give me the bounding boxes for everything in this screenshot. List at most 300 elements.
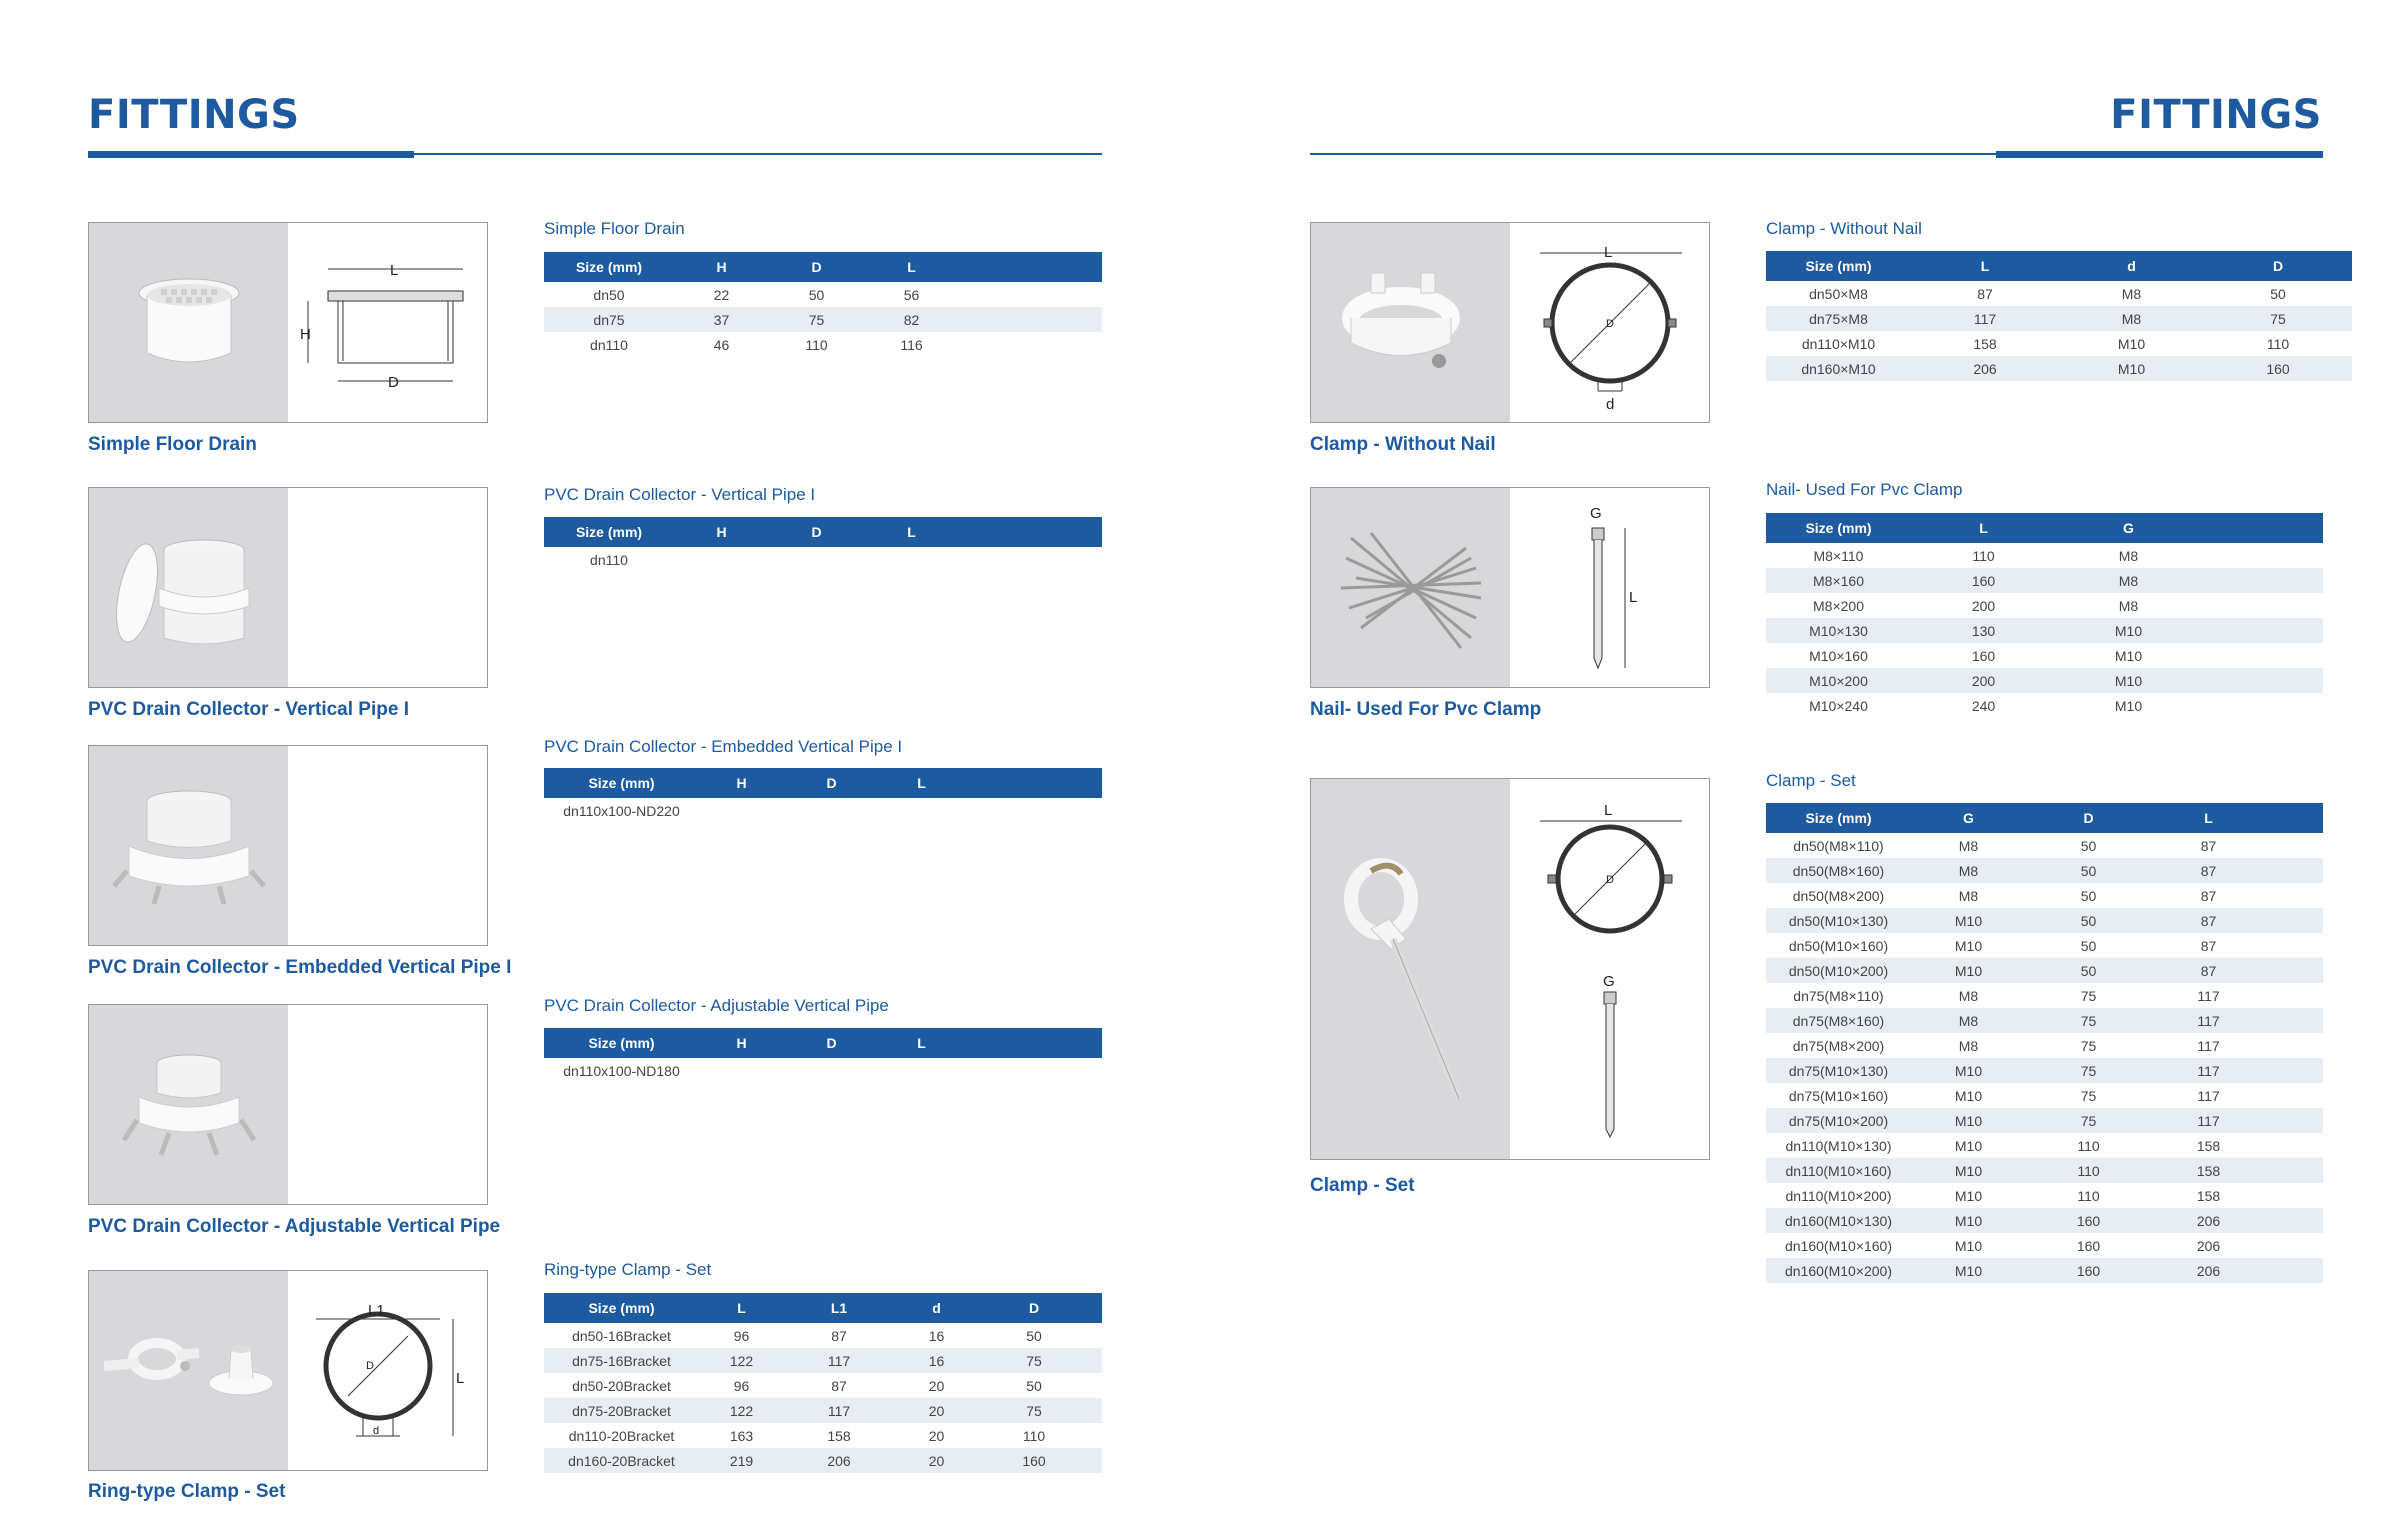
column-header-spacer <box>959 517 1102 547</box>
column-header-spacer <box>959 252 1102 282</box>
table-cell-spacer <box>2266 1233 2323 1258</box>
table-cell: 206 <box>784 1448 894 1473</box>
table-cell-spacer <box>2201 618 2323 643</box>
table-cell: M10×240 <box>1809 697 1868 714</box>
table-cell: dn50(M10×200) <box>1766 958 1911 983</box>
table-cell: M8 <box>1958 837 1979 854</box>
nail-caption: Nail- Used For Pvc Clamp <box>1310 699 1542 720</box>
table-row <box>1766 1258 2323 1283</box>
table-cell-spacer <box>2266 1083 2323 1108</box>
table-cell: 160 <box>1971 647 1996 664</box>
table-cell: M10 <box>1911 1108 2026 1133</box>
table-cell-spacer <box>2266 1208 2323 1233</box>
table-cell-spacer <box>1089 1373 1102 1398</box>
table-cell: 75 <box>2204 306 2352 331</box>
table-row <box>1766 618 2323 643</box>
table-row <box>1766 1208 2323 1233</box>
clamp-set-figure <box>1310 778 1710 1160</box>
table-row <box>1766 1133 2323 1158</box>
column-header: L1 <box>784 1293 894 1323</box>
vertical-pipe-caption: PVC Drain Collector - Vertical Pipe I <box>88 699 409 720</box>
clamp-without-nail-photo <box>1311 223 1510 422</box>
table-cell: dn75(M10×200) <box>1766 1108 1911 1133</box>
table-cell: dn160(M10×130) <box>1766 1208 1911 1233</box>
table-cell: dn110(M10×160) <box>1766 1158 1911 1183</box>
table-cell-spacer <box>964 798 1102 823</box>
table-cell-spacer <box>2266 1033 2323 1058</box>
table-cell: M10 <box>1954 1187 1983 1204</box>
table-cell-spacer <box>2201 668 2323 693</box>
table-cell: 163 <box>729 1427 754 1444</box>
table-header-row <box>1766 251 2352 281</box>
table-cell: M10 <box>2117 335 2146 352</box>
table-cell: 87 <box>2200 937 2217 954</box>
table-cell: 87 <box>2200 837 2217 854</box>
table-cell: 50 <box>1026 1327 1042 1344</box>
table-cell: 22 <box>713 286 730 303</box>
dim-D-label: D <box>1606 874 1614 886</box>
table-cell: dn160(M10×160) <box>1784 1237 1893 1254</box>
table-row <box>544 547 1102 572</box>
embedded-vertical-pipe-photo <box>89 746 288 945</box>
table-cell: M8 <box>1911 858 2026 883</box>
table-cell: 20 <box>928 1427 945 1444</box>
table-cell <box>784 798 879 823</box>
column-header: Size (mm) <box>544 517 674 547</box>
table-cell: M10 <box>2114 647 2143 664</box>
ring-clamp-photo <box>89 1271 288 1470</box>
table-cell: dn50(M10×130) <box>1766 908 1911 933</box>
table-cell: 110 <box>2026 1158 2151 1183</box>
dim-d-label: d <box>1606 396 1615 413</box>
dim-H-label: H <box>300 326 311 343</box>
nail-figure <box>1310 487 1710 688</box>
column-header: H <box>699 768 784 798</box>
table-cell-spacer <box>2201 643 2323 668</box>
table-cell: M10 <box>1911 958 2026 983</box>
table-cell-spacer <box>2266 1133 2323 1158</box>
table-row <box>1766 281 2352 306</box>
table-cell: dn110x100-ND220 <box>563 802 680 819</box>
dim-G-label: G <box>1590 505 1602 522</box>
table-cell: dn50(M8×200) <box>1792 887 1885 904</box>
table-row <box>544 798 1102 823</box>
table-row <box>1766 908 2323 933</box>
table-cell: 219 <box>699 1448 784 1473</box>
column-header: L <box>1911 513 2056 543</box>
table-cell: 158 <box>1973 335 1997 352</box>
table-cell-spacer <box>2266 883 2323 908</box>
vertical-pipe-photo <box>89 488 288 687</box>
adjustable-vertical-pipe-drawing <box>288 1005 487 1204</box>
table-row <box>544 332 1102 357</box>
table-cell-spacer <box>2266 1108 2323 1133</box>
column-header-spacer <box>1089 1293 1102 1323</box>
ring-clamp-caption: Ring-type Clamp - Set <box>88 1481 286 1502</box>
table-row <box>1766 1033 2323 1058</box>
table-cell-spacer <box>2266 1058 2323 1083</box>
vertical-pipe-figure <box>88 487 488 688</box>
table-cell: dn160×M10 <box>1766 356 1911 381</box>
table-cell: 160 <box>1911 568 2056 593</box>
table-row <box>1766 833 2323 858</box>
left-header-accent <box>88 151 414 158</box>
table-cell: M8 <box>1958 1037 1979 1054</box>
table-cell-spacer <box>2201 593 2323 618</box>
table-cell: 200 <box>1971 597 1996 614</box>
table-cell: M10×130 <box>1766 618 1911 643</box>
table-header-row <box>544 517 1102 547</box>
table-cell: 50 <box>2026 958 2151 983</box>
table-cell: 122 <box>699 1398 784 1423</box>
adjustable-vertical-pipe-figure <box>88 1004 488 1205</box>
table-cell: 117 <box>2197 987 2220 1004</box>
table-cell: 117 <box>784 1348 894 1373</box>
table-cell: 117 <box>2151 1108 2266 1133</box>
table-cell: M8 <box>1958 987 1979 1004</box>
table-cell: M8 <box>2056 568 2201 593</box>
table-cell <box>879 798 964 823</box>
table-cell: 206 <box>2151 1208 2266 1233</box>
clamp-set-drawing <box>1510 779 1709 1159</box>
ring-clamp-title: Ring-type Clamp - Set <box>544 1260 712 1279</box>
clamp-set-title: Clamp - Set <box>1766 771 1856 790</box>
column-header: L <box>879 768 964 798</box>
table-cell: 158 <box>2196 1137 2221 1154</box>
table-cell: dn75(M8×160) <box>1766 1008 1911 1033</box>
table-cell-spacer <box>959 332 1102 357</box>
column-header: G <box>1911 803 2026 833</box>
clamp-without-nail-drawing <box>1510 223 1709 422</box>
table-cell: 75 <box>2026 1058 2151 1083</box>
table-cell: 75 <box>2080 1087 2097 1104</box>
clamp-set-caption: Clamp - Set <box>1310 1175 1415 1196</box>
column-header-spacer <box>2266 803 2323 833</box>
table-cell: 87 <box>831 1377 847 1394</box>
dim-G-label: G <box>1603 973 1615 990</box>
table-cell: 160 <box>2204 356 2352 381</box>
column-header: Size (mm) <box>544 1293 699 1323</box>
column-header: D <box>2204 251 2352 281</box>
table-cell: 200 <box>1911 668 2056 693</box>
table-row <box>1766 356 2352 381</box>
clamp-set-photo <box>1311 779 1510 1159</box>
adjustable-vertical-pipe-table <box>544 1028 1102 1083</box>
table-cell: 117 <box>2151 1008 2266 1033</box>
table-cell: 50 <box>2080 937 2097 954</box>
table-cell: 160 <box>979 1448 1089 1473</box>
table-cell: M10 <box>2114 697 2143 714</box>
table-cell-spacer <box>1089 1323 1102 1348</box>
table-cell <box>699 1058 784 1083</box>
column-header: D <box>769 517 864 547</box>
nail-table <box>1766 513 2323 718</box>
table-cell: 117 <box>2197 1087 2220 1104</box>
table-cell: M10 <box>1954 1237 1983 1254</box>
table-cell: dn75×M8 <box>1766 306 1911 331</box>
table-row <box>544 1323 1102 1348</box>
table-cell: 240 <box>1971 697 1996 714</box>
simple-floor-drain-photo <box>89 223 288 422</box>
table-cell: 87 <box>2151 908 2266 933</box>
table-cell: 96 <box>733 1377 750 1394</box>
table-cell: dn160(M10×200) <box>1766 1258 1911 1283</box>
table-cell: 75 <box>2026 1108 2151 1133</box>
table-cell-spacer <box>959 547 1102 572</box>
table-cell: 50 <box>808 286 825 303</box>
embedded-vertical-pipe-figure <box>88 745 488 946</box>
table-cell-spacer <box>2266 833 2323 858</box>
table-cell <box>699 798 784 823</box>
table-cell: 87 <box>2200 887 2217 904</box>
table-cell: M10 <box>1954 1087 1983 1104</box>
table-cell: dn75(M8×110) <box>1793 987 1884 1004</box>
table-cell: M8×200 <box>1813 597 1864 614</box>
table-cell: dn110-20Bracket <box>568 1427 675 1444</box>
table-row <box>1766 883 2323 908</box>
table-cell: 75 <box>2026 1008 2151 1033</box>
table-header-row <box>1766 513 2323 543</box>
embedded-vertical-pipe-table <box>544 768 1102 823</box>
embedded-vertical-pipe-caption: PVC Drain Collector - Embedded Vertical Pipe I <box>88 957 512 978</box>
table-cell: 87 <box>2151 858 2266 883</box>
table-header-row <box>1766 803 2323 833</box>
table-cell: 122 <box>699 1348 784 1373</box>
adjustable-vertical-pipe-title: PVC Drain Collector - Adjustable Vertical Pipe <box>544 996 889 1015</box>
table-cell: 158 <box>2196 1187 2221 1204</box>
table-cell: 20 <box>928 1377 945 1394</box>
table-cell: dn75(M8×200) <box>1792 1037 1885 1054</box>
table-cell: dn50(M8×160) <box>1766 858 1911 883</box>
table-cell: M8 <box>1911 1008 2026 1033</box>
simple-floor-drain-figure <box>88 222 488 423</box>
table-cell-spacer <box>1089 1348 1102 1373</box>
table-cell-spacer <box>2266 858 2323 883</box>
nail-photo <box>1311 488 1510 687</box>
table-cell: 116 <box>900 336 923 353</box>
table-cell: M10 <box>1911 1158 2026 1183</box>
table-cell: M8 <box>2118 597 2139 614</box>
embedded-vertical-pipe-title: PVC Drain Collector - Embedded Vertical Pipe I <box>544 737 903 756</box>
table-cell: dn110 <box>590 336 628 353</box>
right-page-title: FITTINGS <box>2110 92 2322 138</box>
clamp-without-nail-caption: Clamp - Without Nail <box>1310 434 1496 455</box>
dim-D-label: D <box>1606 318 1614 330</box>
table-cell: 20 <box>894 1398 979 1423</box>
table-cell: dn110 <box>590 551 628 568</box>
table-cell: M8 <box>2121 285 2142 302</box>
table-cell: dn50-20Bracket <box>572 1377 671 1394</box>
table-cell: dn110×M10 <box>1801 335 1876 352</box>
table-cell: 75 <box>2080 987 2097 1004</box>
clamp-set-table <box>1766 803 2323 1283</box>
ring-clamp-figure <box>88 1270 488 1471</box>
table-cell: dn75-20Bracket <box>544 1398 699 1423</box>
column-header: H <box>674 252 769 282</box>
nail-title: Nail- Used For Pvc Clamp <box>1766 480 1963 499</box>
dim-L-label: L <box>456 1370 465 1387</box>
table-row <box>1766 983 2323 1008</box>
table-row <box>1766 1083 2323 1108</box>
table-cell: 16 <box>928 1327 945 1344</box>
table-cell: 82 <box>864 307 959 332</box>
table-cell: 110 <box>2266 335 2290 352</box>
table-cell-spacer <box>2266 1008 2323 1033</box>
column-header-spacer <box>964 1028 1102 1058</box>
table-cell: 160 <box>2026 1258 2151 1283</box>
table-cell: dn50(M8×110) <box>1793 837 1884 854</box>
column-header: L <box>864 517 959 547</box>
table-row <box>1766 568 2323 593</box>
column-header: D <box>784 768 879 798</box>
table-cell: M10 <box>2056 618 2201 643</box>
column-header: Size (mm) <box>544 768 699 798</box>
column-header-spacer <box>2201 513 2323 543</box>
ring-clamp-drawing <box>288 1271 487 1470</box>
table-cell-spacer <box>2266 933 2323 958</box>
table-cell: 160 <box>2026 1208 2151 1233</box>
column-header: D <box>769 252 864 282</box>
table-cell: dn110(M10×200) <box>1785 1187 1892 1204</box>
table-row <box>1766 543 2323 568</box>
table-cell: dn110(M10×130) <box>1785 1137 1892 1154</box>
table-row <box>1766 1233 2323 1258</box>
table-cell: M10 <box>1954 1137 1983 1154</box>
table-cell: 117 <box>1911 306 2059 331</box>
column-header: D <box>979 1293 1089 1323</box>
dim-L-label: L <box>1629 589 1638 606</box>
table-cell: 50 <box>2270 285 2286 302</box>
column-header: d <box>894 1293 979 1323</box>
table-cell: 87 <box>2151 958 2266 983</box>
table-cell: 96 <box>733 1327 750 1344</box>
column-header: Size (mm) <box>1766 513 1911 543</box>
table-header-row <box>544 1293 1102 1323</box>
table-cell <box>674 547 769 572</box>
table-cell-spacer <box>2266 983 2323 1008</box>
table-cell: 110 <box>805 336 828 353</box>
table-row <box>544 1448 1102 1473</box>
table-cell-spacer <box>2266 958 2323 983</box>
table-row <box>1766 593 2323 618</box>
table-cell: M8 <box>2118 547 2139 564</box>
vertical-pipe-table <box>544 517 1102 572</box>
table-header-row <box>544 768 1102 798</box>
column-header: L <box>879 1028 964 1058</box>
table-cell: 160 <box>2076 1237 2101 1254</box>
table-cell-spacer <box>2201 543 2323 568</box>
left-page-title: FITTINGS <box>88 92 300 138</box>
vertical-pipe-title: PVC Drain Collector - Vertical Pipe I <box>544 485 816 504</box>
table-cell: 110 <box>1972 547 1995 564</box>
table-cell: 75 <box>769 307 864 332</box>
table-cell-spacer <box>2266 1183 2323 1208</box>
table-cell-spacer <box>1089 1448 1102 1473</box>
table-cell: M8 <box>1958 887 1979 904</box>
table-cell: M10 <box>1911 1208 2026 1233</box>
table-cell: 50 <box>1026 1377 1042 1394</box>
table-cell: 75 <box>2080 1037 2097 1054</box>
table-row <box>544 1348 1102 1373</box>
dim-L-label: L <box>1604 802 1613 819</box>
table-row <box>544 1373 1102 1398</box>
table-row <box>1766 1158 2323 1183</box>
right-header-accent <box>1996 151 2323 158</box>
column-header: H <box>699 1028 784 1058</box>
table-cell-spacer <box>1089 1398 1102 1423</box>
table-cell: 117 <box>2151 1058 2266 1083</box>
table-cell: dn75(M10×160) <box>1788 1087 1889 1104</box>
table-row <box>1766 1058 2323 1083</box>
vertical-pipe-drawing <box>288 488 487 687</box>
table-cell: 75 <box>979 1348 1089 1373</box>
dim-d-label: d <box>373 1425 380 1437</box>
simple-floor-drain-table <box>544 252 1102 357</box>
table-cell: 50 <box>2026 858 2151 883</box>
dim-L1-label: L1 <box>368 1302 385 1319</box>
column-header: D <box>2026 803 2151 833</box>
clamp-without-nail-title: Clamp - Without Nail <box>1766 219 1922 238</box>
simple-floor-drain-caption: Simple Floor Drain <box>88 434 257 455</box>
table-cell: 206 <box>1911 356 2059 381</box>
table-cell: 87 <box>1977 285 1993 302</box>
table-cell: 50 <box>2080 837 2097 854</box>
column-header: L <box>699 1293 784 1323</box>
table-cell: 110 <box>2077 1137 2100 1154</box>
dim-D-label: D <box>366 1360 374 1372</box>
table-row <box>1766 693 2323 718</box>
table-row <box>1766 858 2323 883</box>
table-row <box>544 282 1102 307</box>
table-cell: 206 <box>2151 1258 2266 1283</box>
table-row <box>1766 933 2323 958</box>
table-cell: dn160-20Bracket <box>544 1448 699 1473</box>
column-header: L <box>2151 803 2266 833</box>
table-header-row <box>544 252 1102 282</box>
table-row <box>544 1058 1102 1083</box>
table-cell: 50 <box>2026 908 2151 933</box>
table-cell: 46 <box>713 336 730 353</box>
table-cell: dn50×M8 <box>1809 285 1868 302</box>
dim-D-label: D <box>388 374 399 391</box>
table-cell: 50 <box>2080 887 2097 904</box>
table-cell: M10 <box>2056 668 2201 693</box>
table-cell: dn75(M10×130) <box>1766 1058 1911 1083</box>
column-header: G <box>2056 513 2201 543</box>
table-cell: M10 <box>2059 356 2204 381</box>
table-cell: M10 <box>1911 1258 2026 1283</box>
dim-L-label: L <box>390 262 399 279</box>
table-row <box>1766 1108 2323 1133</box>
dim-L-label: L <box>1604 244 1613 261</box>
table-row <box>1766 668 2323 693</box>
table-cell: M10 <box>1911 1058 2026 1083</box>
table-row <box>1766 306 2352 331</box>
table-cell: M8×160 <box>1766 568 1911 593</box>
column-header: L <box>1911 251 2059 281</box>
table-cell: dn110x100-ND180 <box>563 1062 680 1079</box>
table-cell: 110 <box>2077 1187 2100 1204</box>
table-row <box>1766 958 2323 983</box>
table-row <box>544 1398 1102 1423</box>
table-cell: 130 <box>1911 618 2056 643</box>
table-cell <box>769 547 864 572</box>
column-header: H <box>674 517 769 547</box>
column-header: Size (mm) <box>544 252 674 282</box>
table-header-row <box>544 1028 1102 1058</box>
table-cell: 158 <box>2151 1158 2266 1183</box>
column-header: Size (mm) <box>1766 803 1911 833</box>
